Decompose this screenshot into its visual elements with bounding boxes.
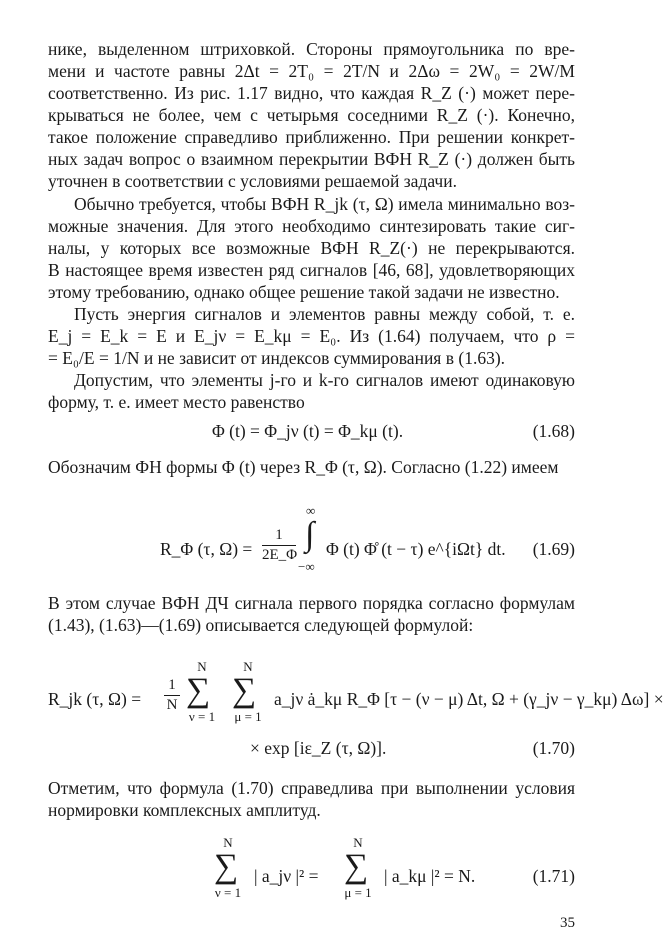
text-line: В настоящее время известен ряд сигналов [46, 68], удовлетворяющих xyxy=(48,260,575,280)
equation-number: (1.70) xyxy=(532,738,575,758)
equation-term: | a_jν |² = xyxy=(254,866,319,886)
text-line: Отметим, что формула (1.70) справедлива при выполнении условия xyxy=(48,778,575,798)
text-line: нормировки комплексных амплитуд. xyxy=(48,800,321,820)
equation-number: (1.71) xyxy=(532,866,575,886)
text-line: ных задач вопрос о взаимном перекрытии ВФН R_Z (·) должен быть xyxy=(48,149,575,169)
text-line: этому требованию, однако общее решение такой задачи не известно. xyxy=(48,282,560,302)
sum-upper-limit: N xyxy=(197,659,207,674)
text-line: Допустим, что элементы j-го и k-го сигналов имеют одинаковую xyxy=(74,370,575,390)
sum-lower-limit: μ = 1 xyxy=(344,885,372,900)
text-line: налы, у которых все возможные ВФН R_Z(·) не перекрываются. xyxy=(48,238,575,258)
sum-lower-limit: ν = 1 xyxy=(188,709,216,724)
text-line: Обычно требуется, чтобы ВФН R_jk (τ, Ω) имела минимально воз- xyxy=(74,194,575,214)
fraction xyxy=(262,527,296,564)
fraction-denominator: N xyxy=(166,697,178,713)
equation-lhs: R_jk (τ, Ω) = xyxy=(48,689,142,709)
text-line: Пусть энергия сигналов и элементов равны между собой, т. е. xyxy=(74,304,575,324)
fraction-denominator: 2E_Φ xyxy=(262,547,298,563)
text-line: E_j = E_k = E и E_jν = E_kμ = E₀. Из (1.64) получаем, что ρ = xyxy=(48,326,575,346)
sum-sign: ∑ xyxy=(214,848,239,885)
sum-lower-limit: μ = 1 xyxy=(234,709,262,724)
equation-body-continued: × exp [iε_Z (τ, Ω)]. xyxy=(250,738,387,758)
text-line: мени и частоте равны 2Δt = 2T₀ = 2T/N и 2Δω = 2W₀ = 2W/M xyxy=(48,61,575,81)
equation-body: a_jν ȧ_kμ R_Φ [τ − (ν − μ) Δt, Ω + (γ_jν − γ_kμ) Δω] × xyxy=(274,689,664,709)
fraction xyxy=(164,677,180,714)
text-line: В этом случае ВФН ДЧ сигнала первого порядка согласно формулам xyxy=(48,593,575,613)
equation-term: | a_kμ |² = N. xyxy=(384,866,476,886)
fraction-bar xyxy=(262,545,296,546)
equation-lhs: R_Φ (τ, Ω) = xyxy=(160,539,253,559)
sum-lower-limit: ν = 1 xyxy=(214,885,242,900)
fraction-numerator: 1 xyxy=(275,527,283,543)
integrand: Φ (t) Φ̊ (t − τ) e^{iΩt} dt. xyxy=(326,539,506,559)
sum-upper-limit: N xyxy=(243,659,253,674)
text-line: соответственно. Из рис. 1.17 видно, что каждая R_Z (·) может пере- xyxy=(48,83,575,103)
text-line: уточнен в соответствии с условиями решаемой задачи. xyxy=(48,171,457,191)
sum-upper-limit: N xyxy=(353,835,363,850)
sum-sign: ∑ xyxy=(186,672,211,709)
text-line: = E₀/E = 1/N и не зависит от индексов суммирования в (1.63). xyxy=(48,348,506,368)
text-line: форму, т. е. имеет место равенство xyxy=(48,392,305,412)
text-line: крываться не более, чем с четырьмя соседними R_Z (·). Конечно, xyxy=(48,105,575,125)
equation-1-68: Φ (t) = Φ_jν (t) = Φ_kμ (t). xyxy=(212,421,404,441)
equation-number: (1.69) xyxy=(532,539,575,559)
fraction-numerator: 1 xyxy=(168,677,176,693)
sum-sign: ∑ xyxy=(344,848,369,885)
text-line: можные значения. Для этого необходимо синтезировать такие сиг- xyxy=(48,216,575,236)
integral-lower-limit: −∞ xyxy=(298,559,315,574)
text-line: нике, выделенном штриховкой. Стороны прямоугольника по вре- xyxy=(48,39,575,59)
text-line: такое положение справедливо приближенно. При решении конкрет- xyxy=(48,127,575,147)
page-number: 35 xyxy=(560,915,575,931)
sum-upper-limit: N xyxy=(223,835,233,850)
text-line: (1.43), (1.63)—(1.69) описывается следующей формулой: xyxy=(48,615,474,635)
integral-sign: ∫ xyxy=(305,516,315,553)
text-line: Обозначим ФН формы Φ (t) через R_Φ (τ, Ω). Согласно (1.22) имеем xyxy=(48,457,559,477)
fraction-bar xyxy=(164,695,180,696)
equation-number: (1.68) xyxy=(532,421,575,441)
sum-sign: ∑ xyxy=(232,672,257,709)
integral-upper-limit: ∞ xyxy=(306,503,316,518)
